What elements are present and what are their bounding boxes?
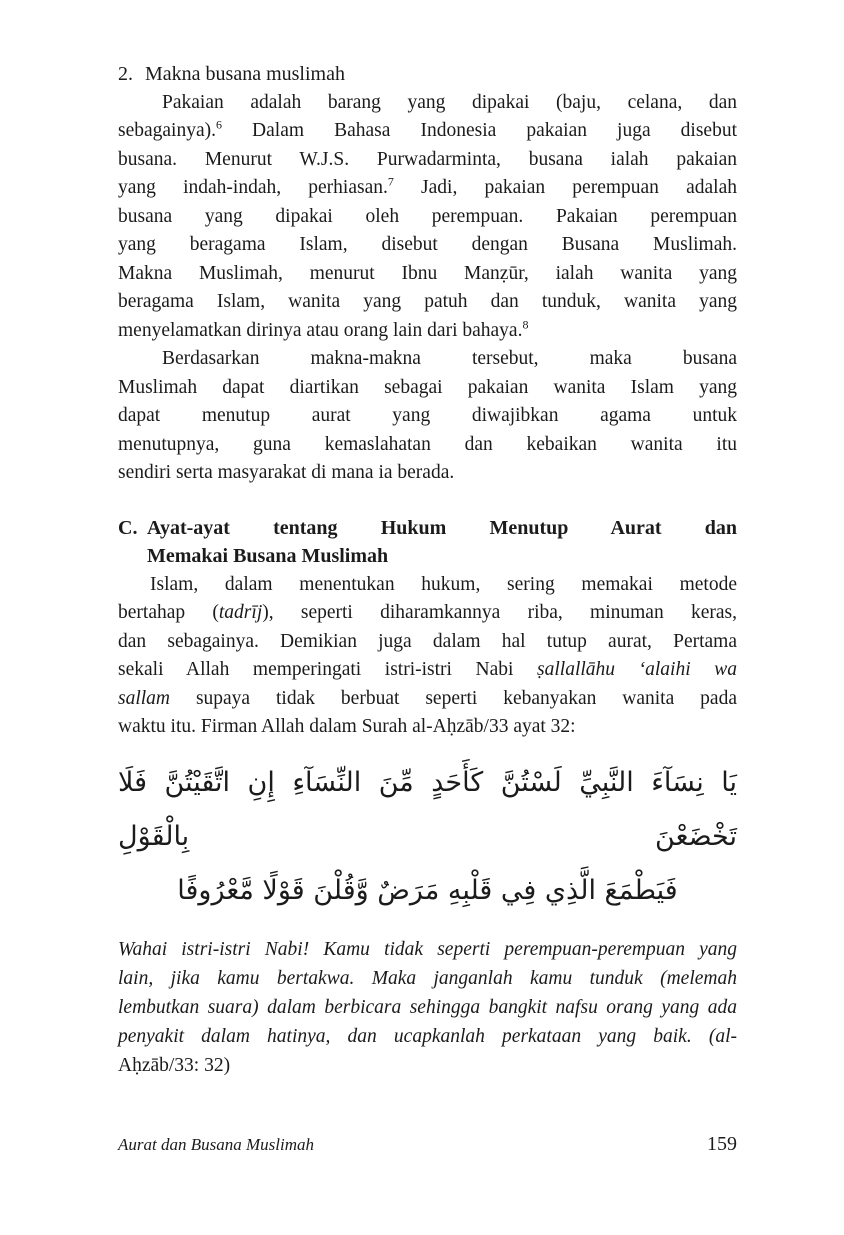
text-line: Islam, dalam menentukan hukum, sering memakai metode: [150, 573, 737, 595]
text-line: sebagainya).$^6$ Dalam Bahasa Indonesia pakaian juga disebut: [118, 117, 737, 141]
text-line: يَا نِسَآءَ النَّبِيِّ لَسْتُنَّ كَأَحَدٍ مِّنَ النِّسَآءِ إِنِ اتَّقَيْتُنَّ فَلَا تَخْضَعْنَ بِالْقَوْلِ: [118, 766, 737, 852]
section-2-number: 2.: [118, 63, 133, 85]
text-line: فَيَطْمَعَ الَّذِي فِي قَلْبِهِ مَرَضٌ وَّقُلْنَ قَوْلًا مَّعْرُوفًا: [177, 874, 678, 906]
text-line: penyakit dalam hatinya, dan ucapkanlah perkataan yang baik. (al-: [118, 1025, 737, 1047]
text-line: sallam supaya tidak berbuat seperti kebanyakan wanita pada: [118, 687, 737, 709]
section-c-heading: [118, 514, 737, 571]
text-line: waktu itu. Firman Allah dalam Surah al-Aḥzāb/33 ayat 32:: [118, 716, 576, 737]
page-number: 159: [707, 1132, 737, 1155]
text-line: Muslimah dapat diartikan sebagai pakaian wanita Islam yang: [118, 376, 737, 398]
text-line: lain, jika kamu bertakwa. Maka janganlah kamu tunduk (melemah: [118, 967, 737, 989]
text-line: Ayat-ayat tentang Hukum Menutup Aurat dan: [147, 516, 737, 539]
text-line: menutupnya, guna kemaslahatan dan kebaikan wanita itu: [118, 433, 737, 455]
text-line: yang beragama Islam, disebut dengan Busana Muslimah.: [118, 234, 737, 255]
text-line: busana. Menurut W.J.S. Purwadarminta, busana ialah pakaian: [118, 148, 737, 170]
section-2-paragraph-1: [118, 89, 737, 346]
footer-book-title: Aurat dan Busana Muslimah: [118, 1134, 314, 1154]
section-c-number: C.: [118, 516, 138, 539]
text-line: Makna Muslimah, menurut Ibnu Manẓūr, ialah wanita yang: [118, 262, 737, 284]
quran-verse-arabic: [118, 756, 737, 918]
section-c-paragraph: [118, 571, 737, 742]
verse-translation: [118, 935, 737, 1080]
text-line: Wahai istri-istri Nabi! Kamu tidak seperti perempuan-perempuan yang: [118, 938, 737, 960]
page-footer: [118, 1133, 737, 1156]
text-line: yang indah-indah, perhiasan.$^7$ Jadi, pakaian perempuan adalah: [118, 174, 737, 198]
text-line: sendiri serta masyarakat di mana ia berada.: [118, 462, 455, 483]
text-line: Berdasarkan makna-makna tersebut, maka busana: [162, 348, 737, 369]
text-line: bertahap (tadrīj), seperti diharamkannya riba, minuman keras,: [118, 602, 737, 623]
text-line: busana yang dipakai oleh perempuan. Pakaian perempuan: [118, 205, 737, 227]
section-c-title: [147, 514, 737, 571]
section-2-title: Makna busana muslimah: [145, 63, 345, 85]
text-line: Aḥzāb/33: 32): [118, 1054, 231, 1076]
text-line: Pakaian adalah barang yang dipakai (baju, celana, dan: [162, 91, 737, 113]
section-2-heading: [118, 60, 737, 89]
section-2-paragraph-2: [118, 345, 737, 488]
text-line: dapat menutup aurat yang diwajibkan agama untuk: [118, 405, 737, 426]
text-line: Memakai Busana Muslimah: [147, 545, 389, 567]
text-line: dan sebagainya. Demikian juga dalam hal tutup aurat, Pertama: [118, 630, 737, 652]
text-line: sekali Allah memperingati istri-istri Nabi ṣallallāhu ʻalaihi wa: [118, 659, 737, 680]
text-line: beragama Islam, wanita yang patuh dan tunduk, wanita yang: [118, 291, 737, 312]
text-line: menyelamatkan dirinya atau orang lain dari bahaya.$^8$: [118, 317, 529, 341]
text-line: lembutkan suara) dalam berbicara sehingga bangkit nafsu orang yang ada: [118, 996, 737, 1018]
